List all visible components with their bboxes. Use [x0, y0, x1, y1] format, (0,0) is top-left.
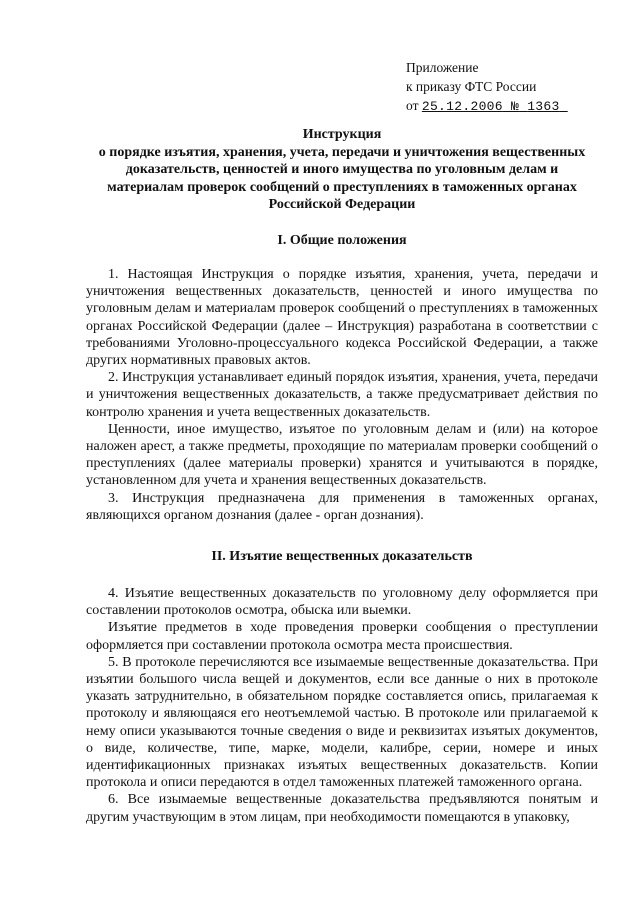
paragraph-2-cont: Ценности, иное имущество, изъятое по уголовным делам и (или) на которое наложен арест, а также предметы, проходящие по материалам проверки сообщений о преступлениях (далее материалы проверки) хранятся и учитываются в порядке, установленном для учета и хранения вещественных доказательств.: [86, 421, 598, 489]
paragraph-4: 4. Изъятие вещественных доказательств по уголовному делу оформляется при составлении протоколов осмотра, обыска или выемки.: [86, 586, 598, 619]
paragraph-6: 6. Все изымаемые вещественные доказательства предъявляются понятым и другим участвующим в этом лицам, при необходимости помещаются в упаковку,: [86, 792, 598, 825]
section-1-heading: I. Общие положения: [277, 232, 407, 248]
section-2-heading: II. Изъятие вещественных доказательств: [211, 549, 473, 565]
document-subtitle: о порядке изъятия, хранения, учета, передачи и уничтожения вещественных доказательств, ценностей и иного имущества по уголовным делам и материалам проверок сообщений о преступлениях в таможенных органах Российской Федерации: [98, 144, 586, 213]
paragraph-3: 3. Инструкция предназначена для применения в таможенных органах, являющихся органом дознания (далее - орган дознания).: [86, 490, 598, 523]
paragraph-4-cont: Изъятие предметов в ходе проведения проверки сообщения о преступлении оформляется при составлении протокола осмотра места происшествия.: [86, 620, 598, 653]
order-number: 1363: [527, 99, 560, 114]
appendix-header: [406, 58, 568, 116]
number-sign: №: [510, 99, 520, 114]
date-prefix: от: [406, 98, 419, 113]
order-date-line: [406, 96, 568, 116]
document-title: Инструкция: [302, 127, 382, 142]
order-reference: к приказу ФТС России: [406, 79, 537, 94]
paragraph-5: 5. В протоколе перечисляются все изымаемые вещественные доказательства. При изъятии большого числа вещей и документов, если все данные о них в протоколе указать затруднительно, в обязательном порядке составляется опись, прилагаемая к протоколу и являющаяся его неотъемлемой частью. В протоколе или прилагаемой к нему описи указываются точные сведения о виде и реквизитах изъятых документов, о виде, количестве, типе, марке, модели, калибре, серии, номере и иных идентификационных признаках изъятых вещественных доказательств. Копии протокола и описи передаются в отдел таможенных платежей таможенного органа.: [86, 654, 598, 791]
order-date: 25.12.2006: [421, 99, 503, 114]
document-body: [86, 126, 598, 826]
paragraph-2: 2. Инструкция устанавливает единый порядок изъятия, хранения, учета, передачи и уничтожения вещественных доказательств, а также предусматривает действия по контролю хранения и учета вещественных доказательств.: [86, 370, 598, 420]
appendix-label: Приложение: [406, 60, 479, 75]
paragraph-1: 1. Настоящая Инструкция о порядке изъятия, хранения, учета, передачи и уничтожения вещественных доказательств, ценностей и иного имущества по уголовным делам и материалам проверок сообщений о преступлениях в таможенных органах Российской Федерации (далее – Инструкция) разработана в соответствии с требованиями Уголовно-процессуального кодекса Российской Федерации, а также других нормативных правовых актов.: [86, 266, 598, 368]
